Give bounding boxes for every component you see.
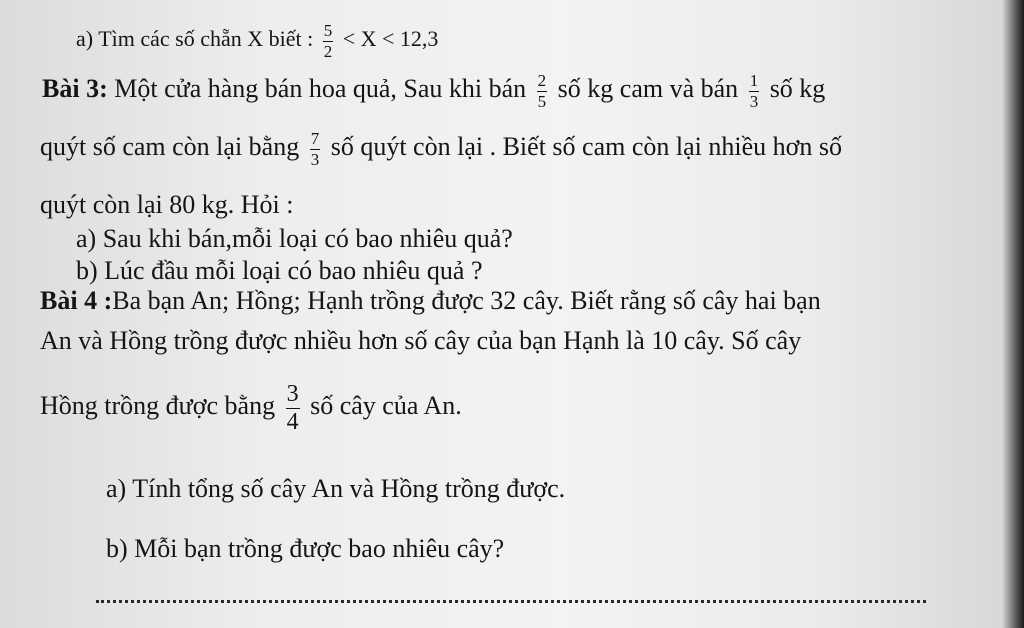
bai3-line-3: quýt còn lại 80 kg. Hỏi : (40, 190, 294, 219)
fraction-denominator: 4 (286, 409, 299, 435)
bai4-heading: Bài 4 : (40, 286, 113, 315)
bai3-question-b: b) Lúc đầu mỗi loại có bao nhiêu quả ? (76, 256, 483, 285)
fraction-numerator: 3 (286, 381, 299, 407)
bai3-text-2: số kg cam và bán (551, 73, 745, 103)
exercise-a-inequality: < X < 12,3 (342, 26, 439, 52)
bai4-text-4: số cây của An. (303, 390, 462, 420)
fraction-denominator: 3 (749, 92, 759, 111)
page-shadow-edge (1002, 0, 1024, 628)
fraction-one-third (749, 72, 760, 110)
bai3-heading: Bài 3: (42, 73, 108, 103)
fraction-five-halves (323, 22, 334, 60)
exercise-a-find-x (76, 22, 438, 60)
bai4-question-a: a) Tính tổng số cây An và Hồng trồng được. (106, 474, 566, 503)
fraction-numerator: 2 (537, 71, 547, 90)
fraction-denominator: 3 (310, 150, 320, 169)
fraction-three-quarters (286, 382, 300, 434)
bai4-line-3 (40, 382, 462, 434)
bai3-line-1 (42, 72, 825, 110)
bai3-text-1: Một cửa hàng bán hoa quả, Sau khi bán (107, 73, 533, 103)
bai3-text-4: quýt số cam còn lại bằng (40, 131, 306, 161)
fraction-denominator: 2 (323, 42, 333, 61)
bai3-text-5: số quýt còn lại . Biết số cam còn lại nhiều hơn số (324, 131, 842, 161)
exercise-a-label: a) Tìm các số chẵn X biết : (76, 26, 314, 52)
fraction-denominator: 5 (537, 92, 547, 111)
bai4-text-1: Ba bạn An; Hồng; Hạnh trồng được 32 cây. Biết rằng số cây hai bạn (112, 286, 821, 315)
bai4-line-1 (40, 286, 821, 316)
dotted-answer-line (96, 600, 926, 603)
bai4-question-b: b) Mỗi bạn trồng được bao nhiêu cây? (106, 534, 505, 563)
bai3-text-3: số kg (763, 73, 826, 103)
fraction-numerator: 5 (323, 21, 333, 40)
fraction-two-fifths (537, 72, 548, 110)
bai3-question-a: a) Sau khi bán,mỗi loại có bao nhiêu quả? (76, 224, 513, 253)
bai4-text-3: Hồng trồng được bằng (40, 390, 282, 420)
fraction-numerator: 1 (749, 71, 759, 90)
bai4-line-2: An và Hồng trồng được nhiều hơn số cây của bạn Hạnh là 10 cây. Số cây (40, 326, 802, 355)
fraction-seven-thirds (310, 130, 321, 168)
fraction-numerator: 7 (310, 129, 320, 148)
bai3-line-2 (40, 130, 842, 168)
